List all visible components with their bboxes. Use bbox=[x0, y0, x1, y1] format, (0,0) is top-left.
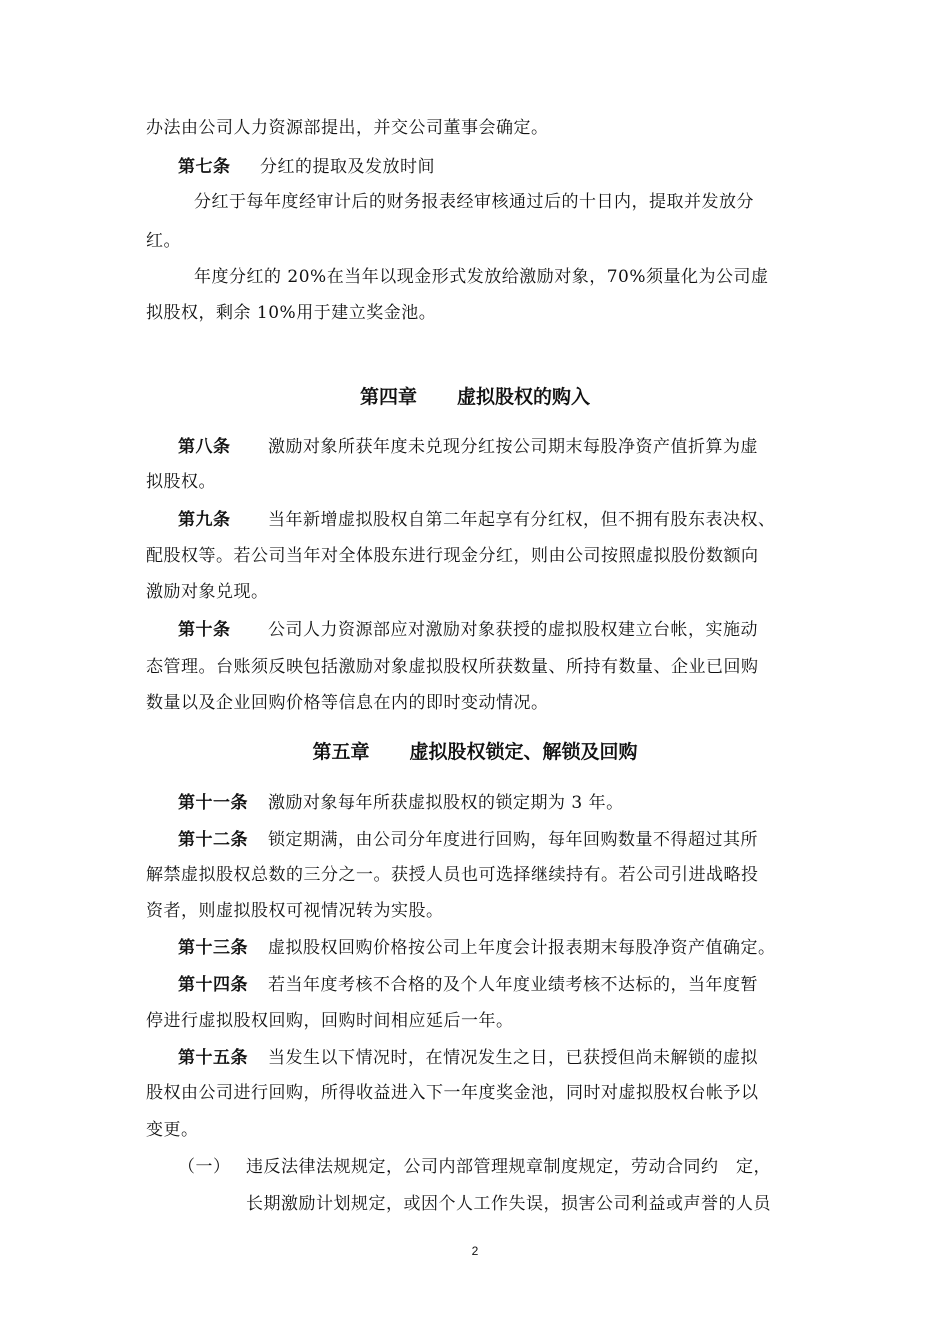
list-item-text: 违反法律法规规定，公司内部管理规章制度规定，劳动合同约 定， bbox=[246, 1157, 771, 1177]
article-label: 第八条 bbox=[178, 437, 231, 457]
article-text: 激励对象所获年度未兑现分红按公司期末每股净资产值折算为虚 bbox=[268, 437, 758, 457]
paragraph-line: 解禁虚拟股权总数的三分之一。获授人员也可选择继续持有。若公司引进战略投 bbox=[146, 865, 759, 885]
paragraph-line: 年度分红的 20%在当年以现金形式发放给激励对象，70%须量化为公司虚 bbox=[194, 267, 769, 287]
article-text: 当发生以下情况时，在情况发生之日，已获授但尚未解锁的虚拟 bbox=[268, 1048, 758, 1068]
article-label: 第十条 bbox=[178, 620, 231, 640]
chapter-title: 虚拟股权的购入 bbox=[457, 386, 591, 408]
paragraph-line: 办法由公司人力资源部提出，并交公司董事会确定。 bbox=[146, 118, 549, 138]
list-item-number: （一） bbox=[178, 1157, 231, 1177]
paragraph-line: 变更。 bbox=[146, 1120, 199, 1140]
list-item-continuation: 长期激励计划规定，或因个人工作失误，损害公司利益或声誉的人员 bbox=[246, 1194, 771, 1214]
list-item bbox=[178, 1155, 771, 1179]
paragraph-line: 分红于每年度经审计后的财务报表经审核通过后的十日内，提取并发放分 bbox=[194, 192, 754, 212]
chapter-5-heading bbox=[0, 739, 950, 765]
article-15 bbox=[178, 1046, 758, 1070]
article-text: 锁定期满，由公司分年度进行回购，每年回购数量不得超过其所 bbox=[268, 830, 758, 850]
chapter-4-heading bbox=[0, 384, 950, 410]
article-12 bbox=[178, 828, 758, 852]
paragraph-line: 态管理。台账须反映包括激励对象虚拟股权所获数量、所持有数量、企业已回购 bbox=[146, 657, 759, 677]
article-label: 第七条 bbox=[178, 157, 231, 177]
article-text: 虚拟股权回购价格按公司上年度会计报表期末每股净资产值确定。 bbox=[268, 938, 776, 958]
article-14 bbox=[178, 973, 758, 997]
article-label: 第十一条 bbox=[178, 793, 248, 813]
article-text: 激励对象每年所获虚拟股权的锁定期为 3 年。 bbox=[268, 793, 624, 813]
page-number: 2 bbox=[471, 1244, 479, 1258]
chapter-number: 第四章 bbox=[359, 386, 417, 408]
paragraph-line: 拟股权，剩余 10%用于建立奖金池。 bbox=[146, 303, 437, 323]
article-9 bbox=[178, 508, 776, 532]
paragraph-line: 数量以及企业回购价格等信息在内的即时变动情况。 bbox=[146, 693, 549, 713]
article-11 bbox=[178, 791, 624, 815]
article-13 bbox=[178, 936, 776, 960]
chapter-title: 虚拟股权锁定、解锁及回购 bbox=[409, 741, 638, 763]
article-label: 第十二条 bbox=[178, 830, 248, 850]
article-7 bbox=[178, 155, 435, 179]
paragraph-line: 资者，则虚拟股权可视情况转为实股。 bbox=[146, 901, 444, 921]
paragraph-line: 停进行虚拟股权回购，回购时间相应延后一年。 bbox=[146, 1011, 514, 1031]
article-label: 第十三条 bbox=[178, 938, 248, 958]
chapter-number: 第五章 bbox=[312, 741, 370, 763]
paragraph-line: 拟股权。 bbox=[146, 472, 216, 492]
article-10 bbox=[178, 618, 758, 642]
article-text: 分红的提取及发放时间 bbox=[260, 157, 435, 177]
article-label: 第九条 bbox=[178, 510, 231, 530]
article-label: 第十五条 bbox=[178, 1048, 248, 1068]
article-text: 若当年度考核不合格的及个人年度业绩考核不达标的，当年度暂 bbox=[268, 975, 758, 995]
paragraph-line: 激励对象兑现。 bbox=[146, 582, 269, 602]
article-8 bbox=[178, 435, 758, 459]
article-text: 公司人力资源部应对激励对象获授的虚拟股权建立台帐，实施动 bbox=[268, 620, 758, 640]
paragraph-line: 股权由公司进行回购，所得收益进入下一年度奖金池，同时对虚拟股权台帐予以 bbox=[146, 1083, 759, 1103]
article-label: 第十四条 bbox=[178, 975, 248, 995]
paragraph-line: 配股权等。若公司当年对全体股东进行现金分红，则由公司按照虚拟股份数额向 bbox=[146, 546, 759, 566]
article-text: 当年新增虚拟股权自第二年起享有分红权，但不拥有股东表决权、 bbox=[268, 510, 776, 530]
paragraph-line: 红。 bbox=[146, 231, 181, 251]
